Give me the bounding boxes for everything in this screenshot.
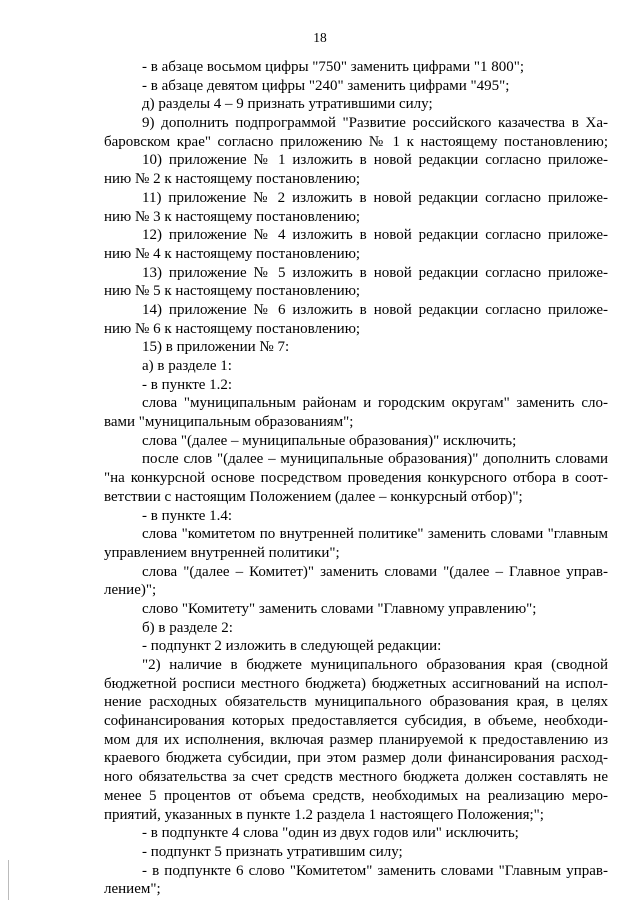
text-line: - в абзаце девятом цифры "240" заменить цифрами "495";: [142, 77, 510, 94]
text-line: нию № 3 к настоящему постановлению;: [104, 208, 361, 225]
page-number: 18: [313, 30, 327, 45]
text-line: 13) приложение № 5 изложить в новой редакции согласно приложе-: [142, 264, 608, 281]
text-line: приятий, указанных в пункте 1.2 раздела 1 настоящего Положения;";: [104, 806, 544, 823]
text-line: после слов "(далее – муниципальные образования)" дополнить словами: [142, 451, 608, 468]
text-line: д) разделы 4 – 9 признать утратившими силу;: [142, 96, 433, 113]
text-line: бюджетной росписи местного бюджета) бюджетных ассигнований на испол-: [104, 675, 608, 692]
text-line: менее 5 процентов от объема средств, необходимых на реализацию меро-: [104, 787, 608, 804]
text-line: б) в разделе 2:: [142, 619, 233, 636]
text-line: "2) наличие в бюджете муниципального образования края (сводной: [142, 657, 608, 673]
text-line: слова "(далее – муниципальные образования)" исключить;: [142, 432, 517, 449]
text-line: нию № 5 к настоящему постановлению;: [104, 283, 361, 300]
text-line: нию № 4 к настоящему постановлению;: [104, 245, 361, 262]
text-line: - в пункте 1.2:: [142, 376, 233, 393]
text-line: слово "Комитету" заменить словами "Главному управлению";: [142, 600, 537, 617]
scan-edge-mark: [8, 860, 9, 900]
text-line: ление)";: [104, 582, 157, 599]
text-line: - в подпункте 6 слово "Комитетом" заменить словами "Главным управ-: [142, 862, 608, 879]
text-line: управлением внутренней политики";: [104, 544, 340, 561]
text-line: 9) дополнить подпрограммой "Развитие российского казачества в Ха-: [142, 115, 608, 132]
text-line: - в пункте 1.4:: [142, 507, 233, 524]
text-line: - подпункт 2 изложить в следующей редакции:: [142, 638, 442, 655]
text-line: - подпункт 5 признать утратившим силу;: [142, 843, 403, 860]
text-line: а) в разделе 1:: [142, 358, 232, 374]
text-line: краевого бюджета субсидии, при этом размер доли финансирования расход-: [104, 750, 608, 767]
text-line: баровском крае" согласно приложению № 1 к настоящему постановлению;: [104, 133, 608, 150]
text-line: нию № 2 к настоящему постановлению;: [104, 171, 361, 188]
text-line: 12) приложение № 4 изложить в новой редакции согласно приложе-: [142, 227, 608, 244]
text-line: ного обязательства за счет средств местного бюджета должен составлять не: [104, 769, 608, 786]
text-line: мом для их исполнения, включая размер планируемой к предоставлению из: [104, 731, 608, 748]
text-line: вами "муниципальным образованиям";: [104, 414, 354, 431]
text-line: - в подпункте 4 слова "один из двух годов или" исключить;: [142, 825, 519, 842]
text-line: "на конкурсной основе посредством проведения конкурсного отбора в соот-: [104, 470, 608, 487]
text-line: - в абзаце восьмом цифры "750" заменить цифрами "1 800";: [142, 59, 525, 75]
text-line: 11) приложение № 2 изложить в новой редакции согласно приложе-: [142, 189, 608, 206]
text-line: лением";: [104, 881, 161, 898]
text-line: 15) в приложении № 7:: [142, 339, 290, 356]
text-line: ветствии с настоящим Положением (далее – конкурсный отбор)";: [104, 488, 523, 505]
text-line: софинансирования которых предоставляется субсидия, в объеме, необходи-: [104, 713, 608, 730]
text-line: слова "муниципальным районам и городским округам" заменить сло-: [142, 395, 608, 412]
document-body: [104, 58, 608, 899]
text-line: нию № 6 к настоящему постановлению;: [104, 320, 361, 337]
text-line: 10) приложение № 1 изложить в новой редакции согласно приложе-: [142, 152, 608, 169]
text-line: нение расходных обязательств муниципального образования края, в целях: [104, 694, 608, 711]
text-line: слова "(далее – Комитет)" заменить словами "(далее – Главное управ-: [142, 563, 608, 580]
text-line: 14) приложение № 6 изложить в новой редакции согласно приложе-: [142, 301, 608, 318]
text-line: слова "комитетом по внутренней политике" заменить словами "главным: [142, 526, 608, 543]
